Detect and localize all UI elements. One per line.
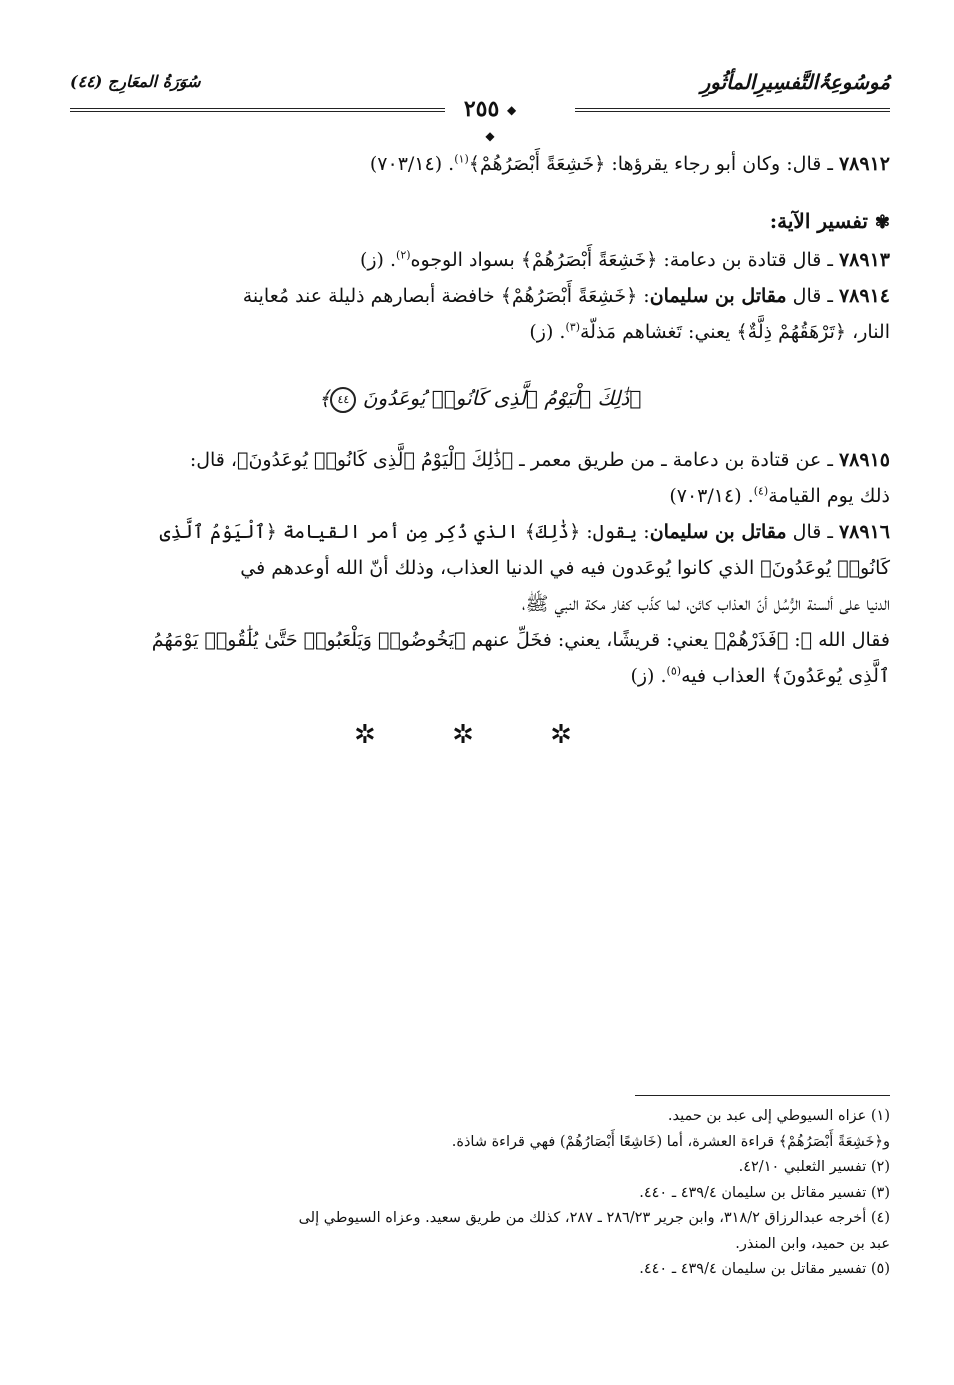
page-body bbox=[70, 60, 890, 750]
section-title: تفسير الآية: bbox=[769, 209, 868, 233]
book-title: مُوسُوعِۃُالتَّفسِيرِالمأثُورِ bbox=[700, 70, 890, 94]
paragraph-78912 bbox=[70, 146, 890, 182]
footnote-4: (٤) أخرجه عبدالرزاق ٣١٨/٢، وابن جرير ٢٨٦/٢٣ ـ ٢٨٧، كذلك من طريق سعيد. وعزاه السيوطي إلى bbox=[298, 1210, 890, 1226]
paragraph-78915 bbox=[70, 442, 890, 478]
narration-number: ٧٨٩١٣ bbox=[838, 249, 890, 271]
narration-line-1: : يقول: ﴿ذَٰلِكَ﴾ الذي ذُكِر مِن أمر القيامة ﴿ٱلْيَوْمُ ٱلَّذِى bbox=[159, 521, 650, 543]
header-rule-left bbox=[70, 108, 445, 112]
narration-source: . (ز) bbox=[529, 321, 566, 343]
paragraph-78913 bbox=[70, 242, 890, 278]
paragraph-78916-line2 bbox=[70, 550, 890, 586]
quran-verse bbox=[70, 380, 890, 416]
narration-line-5: ٱلَّذِى يُوعَدُونَ﴾ العذاب فيه bbox=[681, 665, 890, 687]
paragraph-78916-line5 bbox=[70, 658, 890, 694]
flower-icon: ✾ bbox=[874, 212, 890, 233]
narration-line-2: كَانُوا۟ يُوعَدُونَ﴾ الذي كانوا يُوعَدون فيه في الدنيا العذاب، وذلك أنّ الله أوعدهم في bbox=[240, 557, 890, 579]
verse-close: ﴾ bbox=[318, 386, 331, 410]
footnote-1-cont: و﴿خَشِعَةً أَبْصَرُهُمْ﴾ قراءة العشرة، أما (خَاشِعًا أَبْصَارُهُمْ) فهي قراءة شاذة. bbox=[451, 1133, 890, 1150]
narrator-name: مقاتل بن سليمان bbox=[649, 521, 787, 543]
narration-source: . (٧٠٣/١٤) bbox=[369, 153, 455, 175]
paragraph-78916-line3 bbox=[70, 586, 890, 622]
narration-prefix: ـ قال bbox=[786, 521, 839, 543]
footnote-rule bbox=[635, 1095, 890, 1096]
narration-line-2: النار، ﴿تَرْهَقُهُمْ ذِلَّةٌ﴾ يعني: تَغشاهم مَذلّة bbox=[579, 321, 890, 343]
footnote-ref: (٢) bbox=[396, 248, 411, 262]
narration-source: . (٧٠٣/١٤) bbox=[669, 485, 754, 507]
surah-title: سُوَرَةُ المعَارِج (٤٤) bbox=[70, 72, 201, 91]
section-heading bbox=[70, 204, 890, 240]
narration-prefix: ـ قال bbox=[786, 285, 839, 307]
verse-text: ﴿ذَٰلِكَ ٱلْيَوْمُ ٱلَّذِى كَانُوا۟ يُوعَدُونَ bbox=[362, 386, 642, 410]
footnote-ref: (٥) bbox=[666, 664, 682, 678]
footnote-2: (٢) تفسير الثعلبي ٤٢/١٠. bbox=[738, 1159, 890, 1175]
narration-source: . (ز) bbox=[359, 249, 397, 271]
ayah-number-marker: ٤٤ bbox=[330, 387, 356, 413]
footnote-4-cont: عبد بن حميد، وابن المنذر. bbox=[735, 1235, 890, 1252]
paragraph-78916 bbox=[70, 514, 890, 550]
narration-number: ٧٨٩١٢ bbox=[838, 153, 890, 175]
ornament-icon: ◆ bbox=[506, 103, 517, 117]
footnote-ref: (٣) bbox=[565, 320, 580, 334]
narration-text: ـ قال قتادة بن دعامة: ﴿خَشِعَةً أَبْصَرُهُمْ﴾ بسواد الوجوه bbox=[410, 249, 839, 271]
footnote-ref: (١) bbox=[454, 152, 469, 166]
paragraph-78914 bbox=[70, 278, 890, 314]
narrator-name: مقاتل بن سليمان bbox=[649, 285, 787, 307]
footnote-3: (٣) تفسير مقاتل بن سليمان ٤٣٩/٤ ـ ٤٤٠. bbox=[639, 1184, 890, 1201]
narration-line-2: ذلك يوم القيامة bbox=[768, 485, 890, 507]
narration-text: ـ قال: وكان أبو رجاء يقرؤها: ﴿خَشِعَةً أَبْصَرُهُمْ﴾ bbox=[468, 153, 839, 175]
narration-source: . (ز) bbox=[630, 665, 667, 687]
page-number-text: ٢٥٥ bbox=[463, 96, 500, 122]
footnote-1: (١) عزاه السيوطي إلى عبد بن حميد. bbox=[667, 1108, 890, 1124]
footnote-ref: (٤) bbox=[753, 484, 769, 498]
footnotes bbox=[70, 1095, 890, 1283]
narration-line-1: : ﴿خَشِعَةً أَبْصَرُهُمْ﴾ خافضة أبصارهم ذليلة عند مُعاينة bbox=[242, 285, 650, 307]
page-header bbox=[70, 60, 890, 143]
page-number bbox=[460, 96, 520, 148]
narration-number: ٧٨٩١٤ bbox=[838, 285, 890, 307]
paragraph-78915-cont bbox=[70, 478, 890, 514]
narration-line-4: فقال الله ﷻ: ﴿فَذَرْهُمْ﴾ يعني: قريشًا، يعني: فخَلِّ عنهم ﴿يَخُوضُوا۟ وَيَلْعَبُوا۟ حَتَّىٰ يُلَٰقُوا۟ يَوْمَهُمُ bbox=[151, 629, 890, 651]
ornament-icon: ◆ bbox=[485, 129, 495, 143]
paragraph-78914-cont bbox=[70, 314, 890, 350]
narration-line-3: الدنيا على ألسنة الرُّسُل أنّ العذاب كائن، لما كذّب كفار مكة النبي ﷺ، bbox=[521, 593, 890, 615]
narration-line-1: ـ عن قتادة بن دعامة ـ من طريق معمر ـ ﴿ذَٰلِكَ ٱلْيَوْمُ ٱلَّذِى كَانُوا۟ يُوعَدُونَ﴾، قال: bbox=[189, 449, 839, 471]
section-separator-stars: ✲ ✲ ✲ bbox=[354, 720, 606, 750]
footnote-5: (٥) تفسير مقاتل بن سليمان ٤٣٩/٤ ـ ٤٤٠. bbox=[639, 1261, 890, 1277]
narration-number: ٧٨٩١٥ bbox=[838, 449, 890, 471]
narration-number: ٧٨٩١٦ bbox=[838, 521, 890, 543]
header-rule-right bbox=[575, 108, 890, 112]
paragraph-78916-line4 bbox=[70, 622, 890, 658]
